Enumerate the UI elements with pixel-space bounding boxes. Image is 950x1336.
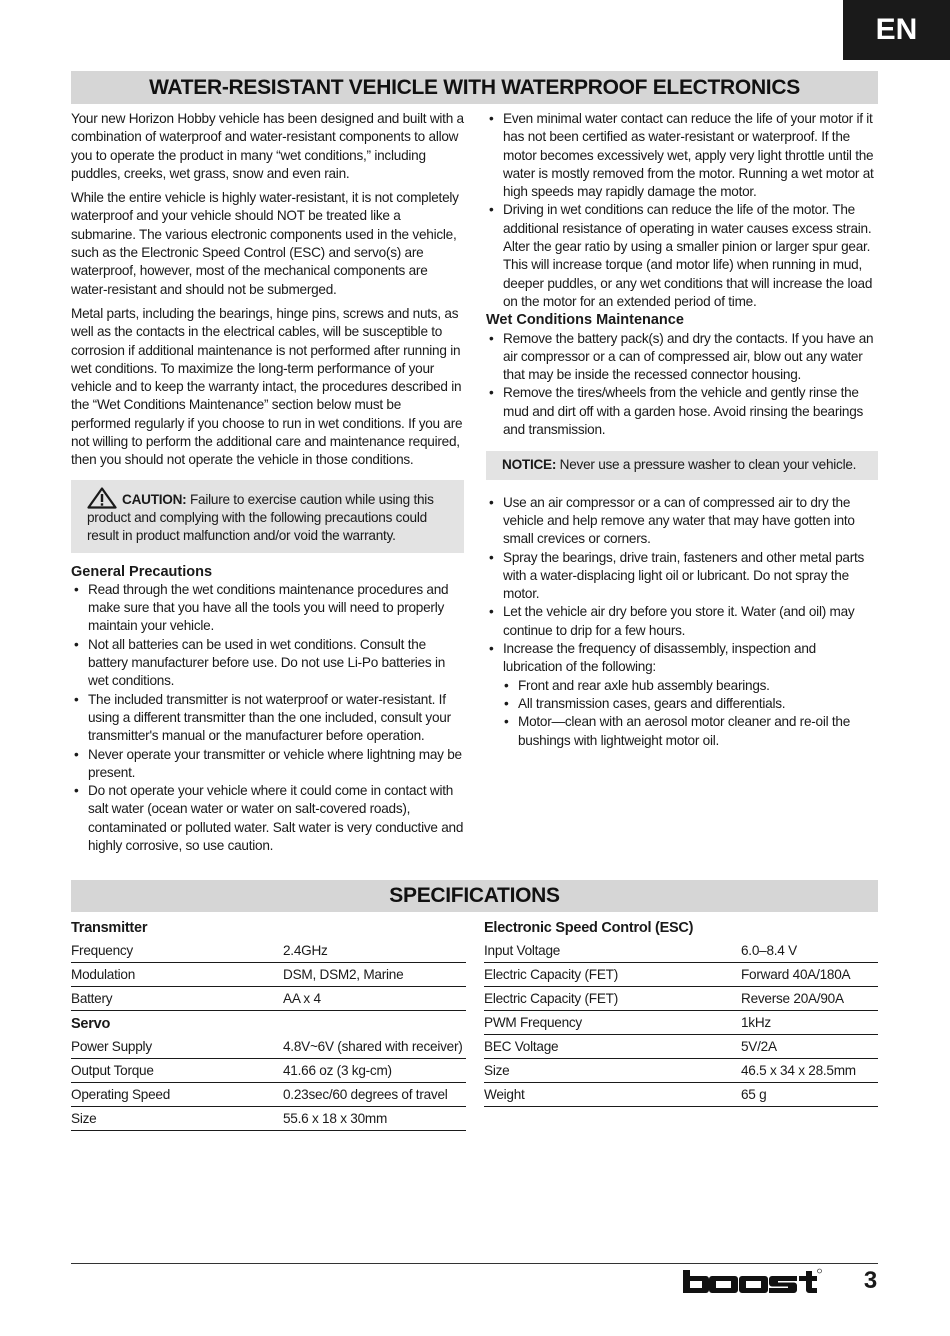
servo-heading: Servo	[71, 1016, 111, 1032]
spec-label: Output Torque	[71, 1059, 283, 1083]
list-item: • Spray the bearings, drive train, fasteners and other metal parts with a water-displacing light oil or lubricant. Do not spray the motor.	[486, 549, 878, 604]
language-label: EN	[875, 13, 918, 46]
spec-label: Battery	[71, 987, 283, 1011]
language-tab	[843, 0, 950, 60]
spec-label: Size	[484, 1059, 741, 1083]
spec-value: 46.5 x 34 x 28.5mm	[741, 1059, 878, 1083]
spec-value: 55.6 x 18 x 30mm	[283, 1107, 466, 1131]
spec-value: 0.23sec/60 degrees of travel	[283, 1083, 466, 1107]
specs-left-column	[71, 917, 466, 1131]
spec-value: 6.0–8.4 V	[741, 939, 878, 963]
list-item: • Read through the wet conditions maintenance procedures and make sure that you have all the tools you will need to properly maintain your vehicle.	[71, 581, 464, 636]
sub-list-item: • Motor—clean with an aerosol motor cleaner and re-oil the bushings with lightweight motor oil.	[503, 713, 878, 750]
table-row	[71, 987, 466, 1011]
general-precautions-list	[71, 581, 464, 855]
spec-label: PWM Frequency	[484, 1011, 741, 1035]
list-item-text: Increase the frequency of disassembly, inspection and lubrication of the following:	[503, 641, 816, 675]
list-item: • Not all batteries can be used in wet conditions. Consult the battery manufacturer before use. Do not use Li-Po batteries in wet conditions.	[71, 636, 464, 691]
table-row	[484, 1035, 878, 1059]
sub-list-item: • Front and rear axle hub assembly bearings.	[503, 677, 878, 695]
list-item: • Do not operate your vehicle where it could come in contact with salt water (ocean water or water on salt-covered roads), contaminated or polluted water. Salt water is very conductive and highly corrosive, so use caution.	[71, 782, 464, 855]
esc-table	[484, 939, 878, 1107]
notice-text: Never use a pressure washer to clean your vehicle.	[556, 457, 857, 473]
table-row	[71, 1035, 466, 1059]
servo-table	[71, 1035, 466, 1131]
list-item: • Let the vehicle air dry before you store it. Water (and oil) may continue to drip for a few hours.	[486, 603, 878, 640]
esc-heading: Electronic Speed Control (ESC)	[484, 920, 694, 936]
spec-value: 2.4GHz	[283, 939, 466, 963]
specs-right-column	[484, 917, 878, 1107]
list-item: • Even minimal water contact can reduce the life of your motor if it has not been certified as water-resistant or waterproof. If the motor becomes excessively wet, apply very light throttle until the water is mostly removed from the motor. Running a wet motor at high speeds may rapidly damage the motor.	[486, 110, 878, 201]
notice-label: NOTICE:	[502, 457, 557, 473]
spec-label: Electric Capacity (FET)	[484, 963, 741, 987]
spec-value: Reverse 20A/90A	[741, 987, 878, 1011]
spec-value: 4.8V~6V (shared with receiver)	[283, 1035, 466, 1059]
caution-text: Failure to exercise caution while using this product and complying with the following precautions could result in product malfunction and/or void the warranty.	[87, 491, 434, 544]
spec-label: Modulation	[71, 963, 283, 987]
section-header-water-resistant: WATER-RESISTANT VEHICLE WITH WATERPROOF ELECTRONICS	[71, 71, 878, 104]
caution-box	[71, 480, 464, 553]
spec-value: Forward 40A/180A	[741, 963, 878, 987]
spec-value: 1kHz	[741, 1011, 878, 1035]
caution-label: CAUTION:	[122, 491, 187, 507]
spec-label: Size	[71, 1107, 283, 1131]
intro-paragraph-1: Your new Horizon Hobby vehicle has been designed and built with a combination of waterproof and water-resistant components to allow you to operate the product in many “wet conditions,” including puddles, creeks, wet grass, snow and even rain.	[71, 111, 464, 181]
left-column	[71, 110, 464, 855]
spec-label: BEC Voltage	[484, 1035, 741, 1059]
general-precautions-heading: General Precautions	[71, 563, 213, 580]
spec-label: Input Voltage	[484, 939, 741, 963]
footer-divider	[71, 1263, 878, 1264]
spec-label: Power Supply	[71, 1035, 283, 1059]
table-row	[71, 963, 466, 987]
table-row	[71, 1107, 466, 1131]
maintenance-list	[486, 330, 878, 440]
intro-paragraph-3: Metal parts, including the bearings, hinge pins, screws and nuts, as well as the contacts in the electrical cables, will be susceptible to corrosion if additional maintenance is not performed after running in wet conditions. To maximize the long-term performance of your vehicle and to keep the warranty intact, the procedures described in the “Wet Conditions Maintenance” section below must be performed regularly if you choose to run in wet conditions. If you are not willing to perform the additional care and maintenance required, then you should not operate the vehicle in those conditions.	[71, 305, 463, 468]
wet-conditions-maintenance-heading: Wet Conditions Maintenance	[486, 312, 684, 329]
list-item: • Remove the tires/wheels from the vehicle and gently rinse the mud and dirt off with a garden hose. Avoid rinsing the bearings and transmission.	[486, 384, 878, 439]
table-row	[484, 987, 878, 1011]
list-item	[486, 640, 878, 750]
right-column	[486, 110, 878, 750]
page-number: 3	[863, 1267, 878, 1294]
list-item: • The included transmitter is not waterproof or water-resistant. If using a different transmitter than the one included, consult your transmitter's manual or the manufacturer before operation.	[71, 691, 464, 746]
spec-value: 5V/2A	[741, 1035, 878, 1059]
intro-paragraph-2: While the entire vehicle is highly water-resistant, it is not completely waterproof and your vehicle should NOT be treated like a submarine. The various electronic components used in the vehicle, such as the Electronic Speed Control (ESC) and servo(s) are waterproof, however, most of the mechanical components are water-resistant and should not be submerged.	[71, 190, 459, 297]
lubrication-sublist	[503, 677, 878, 750]
spec-value: 41.66 oz (3 kg-cm)	[283, 1059, 466, 1083]
list-item: • Driving in wet conditions can reduce the life of the motor. The additional resistance of operating in water causes excess strain. Alter the gear ratio by using a smaller pinion or larger spur gear. This will increase torque (and motor life) when running in mud, deeper puddles, or any wet conditions that will increase the load on the motor for an extended period of time.	[486, 201, 878, 311]
table-row	[71, 1059, 466, 1083]
list-item: • Never operate your transmitter or vehicle where lightning may be present.	[71, 746, 464, 783]
list-item: • Use an air compressor or a can of compressed air to dry the vehicle and help remove any water that may have gotten into small crevices or corners.	[486, 494, 878, 549]
table-row	[71, 939, 466, 963]
table-row	[484, 1083, 878, 1107]
list-item: • Remove the battery pack(s) and dry the contacts. If you have an air compressor or a can of compressed air, blow out any water that may be inside the recessed connector housing.	[486, 330, 878, 385]
spec-value: AA x 4	[283, 987, 466, 1011]
table-row	[484, 1059, 878, 1083]
section-header-specifications: SPECIFICATIONS	[71, 880, 878, 912]
boost-logo	[682, 1268, 822, 1294]
table-row	[484, 939, 878, 963]
transmitter-heading: Transmitter	[71, 920, 148, 936]
spec-label: Weight	[484, 1083, 741, 1107]
spec-label: Operating Speed	[71, 1083, 283, 1107]
spec-value: 65 g	[741, 1083, 878, 1107]
table-row	[71, 1083, 466, 1107]
transmitter-table	[71, 939, 466, 1011]
spec-label: Frequency	[71, 939, 283, 963]
table-row	[484, 963, 878, 987]
motor-precautions-list	[486, 110, 878, 311]
after-cleaning-list	[486, 494, 878, 750]
spec-value: DSM, DSM2, Marine	[283, 963, 466, 987]
table-row	[484, 1011, 878, 1035]
spec-label: Electric Capacity (FET)	[484, 987, 741, 1011]
notice-box	[486, 451, 878, 479]
warning-triangle-icon	[87, 487, 117, 509]
sub-list-item: • All transmission cases, gears and differentials.	[503, 695, 878, 713]
